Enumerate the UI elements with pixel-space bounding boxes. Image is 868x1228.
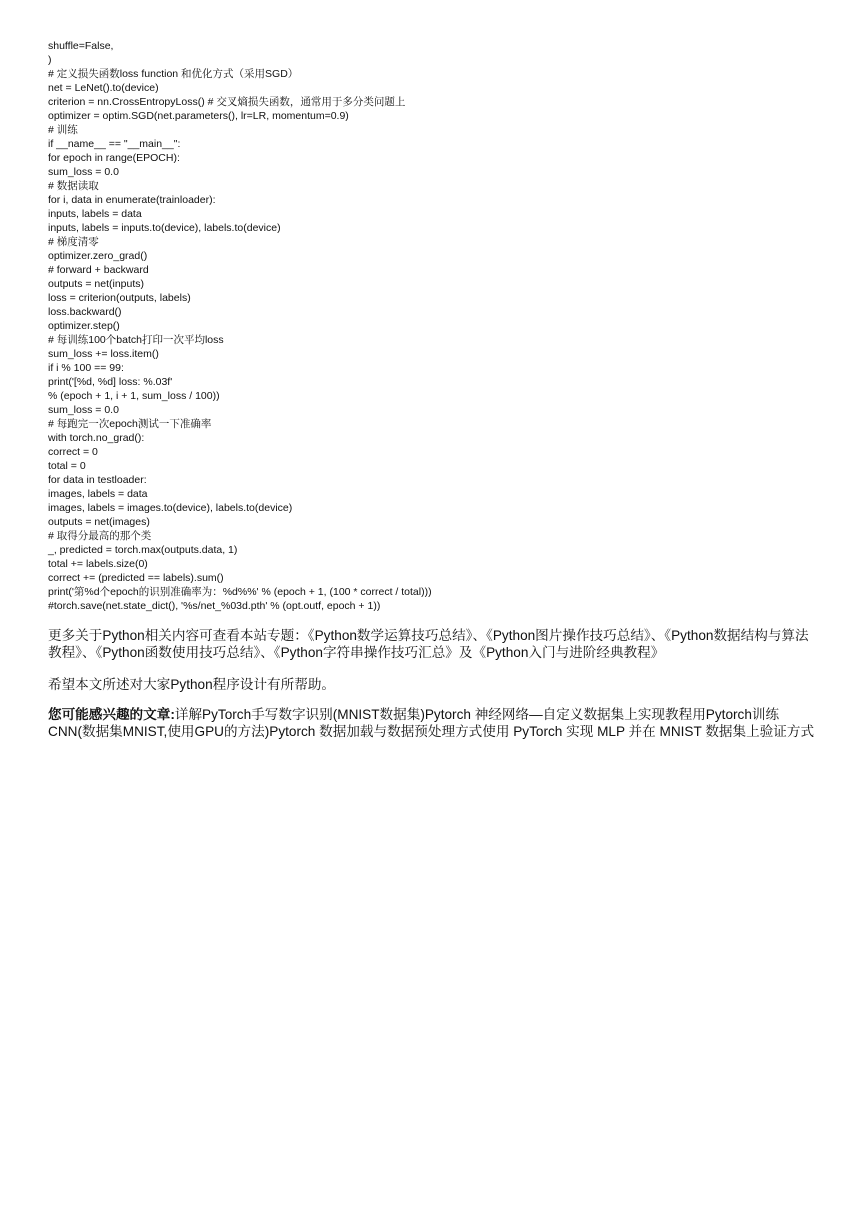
code-line: for i, data in enumerate(trainloader): xyxy=(48,194,216,206)
code-line: loss = criterion(outputs, labels) xyxy=(48,292,191,304)
code-line: print('第%d个epoch的识别准确率为：%d%%' % (epoch + 1, (100 * correct / total))) xyxy=(48,586,432,598)
code-line: correct += (predicted == labels).sum() xyxy=(48,572,224,584)
code-line: optimizer.step() xyxy=(48,320,120,332)
code-line: outputs = net(inputs) xyxy=(48,278,145,290)
code-line: #torch.save(net.state_dict(), '%s/net_%03d.pth' % (opt.outf, epoch + 1)) xyxy=(48,600,381,612)
code-comment: # 梯度清零 xyxy=(48,236,99,248)
code-line: print('[%d, %d] loss: %.03f' xyxy=(48,376,173,388)
code-line: sum_loss += loss.item() xyxy=(48,348,159,360)
code-line: sum_loss = 0.0 xyxy=(48,166,119,178)
code-block xyxy=(48,39,848,613)
code-line: inputs, labels = inputs.to(device), labels.to(device) xyxy=(48,222,281,234)
code-line: if __name__ == "__main__": xyxy=(48,138,181,150)
code-line: if i % 100 == 99: xyxy=(48,362,124,374)
code-line: _, predicted = torch.max(outputs.data, 1) xyxy=(48,544,238,556)
code-line: criterion = nn.CrossEntropyLoss() # 交叉熵损失函数，通常用于多分类问题上 xyxy=(48,96,406,108)
code-line: optimizer = optim.SGD(net.parameters(), lr=LR, momentum=0.9) xyxy=(48,110,349,122)
code-line: inputs, labels = data xyxy=(48,208,142,220)
code-line: with torch.no_grad(): xyxy=(48,432,145,444)
topics-paragraph: 更多关于Python相关内容可查看本站专题：《Python数学运算技巧总结》、《Python图片操作技巧总结》、《Python数据结构与算法教程》、《Python函数使用技巧总结》、《Python字符串操作技巧汇总》及《Python入门与进阶经典教程》 xyxy=(48,628,809,660)
code-line: total += labels.size(0) xyxy=(48,558,148,570)
related-articles-paragraph xyxy=(48,706,820,740)
code-line: ) xyxy=(48,54,52,66)
code-line: net = LeNet().to(device) xyxy=(48,82,159,94)
code-line: outputs = net(images) xyxy=(48,516,150,528)
code-line: sum_loss = 0.0 xyxy=(48,404,119,416)
code-line: correct = 0 xyxy=(48,446,98,458)
code-comment: # 训练 xyxy=(48,124,78,136)
code-comment: # 定义损失函数loss function 和优化方式（采用SGD） xyxy=(48,68,299,80)
code-line: loss.backward() xyxy=(48,306,122,318)
code-line: for epoch in range(EPOCH): xyxy=(48,152,180,164)
code-line: optimizer.zero_grad() xyxy=(48,250,148,262)
code-line: images, labels = images.to(device), labels.to(device) xyxy=(48,502,293,514)
code-line: shuffle=False, xyxy=(48,40,114,52)
code-comment: # 每训练100个batch打印一次平均loss xyxy=(48,334,224,346)
code-comment: # forward + backward xyxy=(48,264,149,276)
code-line: images, labels = data xyxy=(48,488,148,500)
code-comment: # 数据读取 xyxy=(48,180,99,192)
code-comment: # 每跑完一次epoch测试一下准确率 xyxy=(48,418,212,430)
code-line: for data in testloader: xyxy=(48,474,147,486)
code-line: % (epoch + 1, i + 1, sum_loss / 100)) xyxy=(48,390,220,402)
code-comment: # 取得分最高的那个类 xyxy=(48,530,152,542)
code-line: total = 0 xyxy=(48,460,86,472)
related-articles-links[interactable]: 详解PyTorch手写数字识别(MNIST数据集)Pytorch 神经网络—自定义数据集上实现教程用Pytorch训练CNN(数据集MNIST,使用GPU的方法)Pytorch 数据加载与数据预处理方式使用 PyTorch 实现 MLP 并在 MNIST 数据集上验证方式 xyxy=(48,707,815,739)
related-articles-label: 您可能感兴趣的文章: xyxy=(48,707,175,722)
hope-paragraph: 希望本文所述对大家Python程序设计有所帮助。 xyxy=(48,677,336,692)
